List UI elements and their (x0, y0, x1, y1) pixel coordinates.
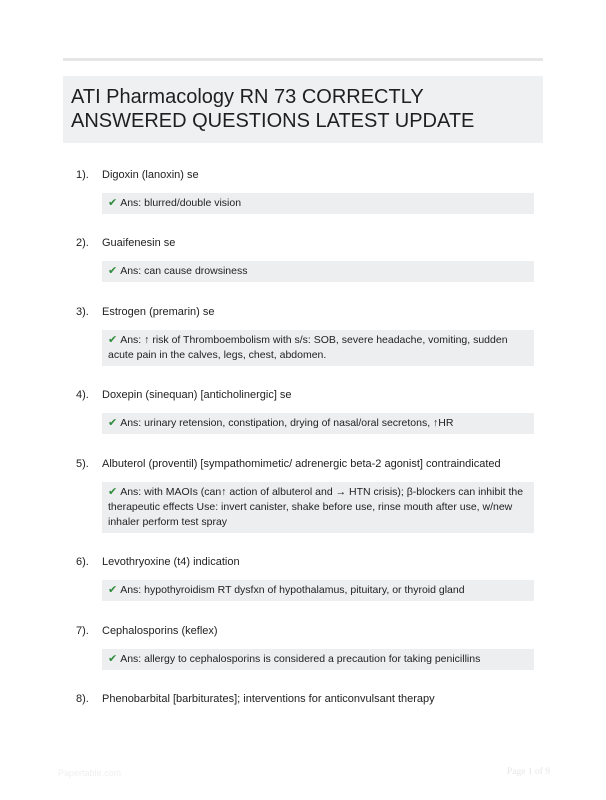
question-text: Albuterol (proventil) [sympathomimetic/ adrenergic beta-2 agonist] contraindicated (102, 458, 501, 470)
answer-text: urinary retension, constipation, drying of nasal/oral secretons, ↑HR (144, 417, 454, 429)
question-text: Guaifenesin se (102, 237, 176, 249)
document-title: ATI Pharmacology RN 73 CORRECTLY ANSWERED QUESTIONS LATEST UPDATE (71, 86, 475, 132)
question-number: 4). (76, 389, 89, 401)
question-number: 1). (76, 169, 89, 181)
question-text: Cephalosporins (keflex) (102, 625, 218, 637)
answer-text: hypothyroidism RT dysfxn of hypothalamus, pituitary, or thyroid gland (144, 584, 465, 596)
question-text: Levothryoxine (t4) indication (102, 556, 240, 568)
answer-prefix: Ans: (120, 197, 142, 209)
question-text: Doxepin (sinequan) [anticholinergic] se (102, 389, 292, 401)
question-number: 8). (76, 693, 89, 705)
answer-prefix: Ans: (120, 334, 142, 346)
question-number: 3). (76, 306, 89, 318)
answer-box (102, 580, 534, 601)
check-icon: ✔ (108, 486, 118, 498)
check-icon: ✔ (108, 584, 118, 596)
check-icon: ✔ (108, 197, 118, 209)
question-text: Digoxin (lanoxin) se (102, 169, 199, 181)
page-number: Page 1 of 9 (507, 767, 551, 777)
question-number: 2). (76, 237, 89, 249)
footer-site: Papertable.com (58, 768, 122, 778)
question-number: 7). (76, 625, 89, 637)
question-text: Phenobarbital [barbiturates]; interventions for anticonvulsant therapy (102, 693, 435, 705)
check-icon: ✔ (108, 334, 118, 346)
question-number: 5). (76, 458, 89, 470)
answer-prefix: Ans: (120, 486, 142, 498)
answer-box (102, 482, 534, 533)
answer-text: blurred/double vision (144, 197, 242, 209)
answer-text: with MAOIs (can↑ action of albuterol and → HTN crisis); β-blockers can inhibit the therapeutic effects Use: invert canister, shake before use, rinse mouth after use, w/new inhaler perform test spray (108, 486, 524, 528)
question-text: Estrogen (premarin) se (102, 306, 215, 318)
answer-prefix: Ans: (120, 584, 142, 596)
check-icon: ✔ (108, 417, 118, 429)
answer-prefix: Ans: (120, 265, 142, 277)
question-number: 6). (76, 556, 89, 568)
answer-box (102, 413, 534, 434)
check-icon: ✔ (108, 265, 118, 277)
answer-text: allergy to cephalosporins is considered a precaution for taking penicillins (144, 653, 481, 665)
answer-box (102, 649, 534, 670)
answer-prefix: Ans: (120, 653, 142, 665)
answer-text: can cause drowsiness (144, 265, 248, 277)
check-icon: ✔ (108, 653, 118, 665)
answer-box (102, 261, 534, 282)
answer-text: ↑ risk of Thromboembolism with s/s: SOB, severe headache, vomiting, sudden acute pain in the calves, legs, chest, abdomen. (108, 334, 508, 361)
answer-prefix: Ans: (120, 417, 142, 429)
title-box (63, 76, 543, 143)
answer-box (102, 193, 534, 214)
top-rule (63, 58, 543, 61)
answer-box (102, 330, 534, 366)
